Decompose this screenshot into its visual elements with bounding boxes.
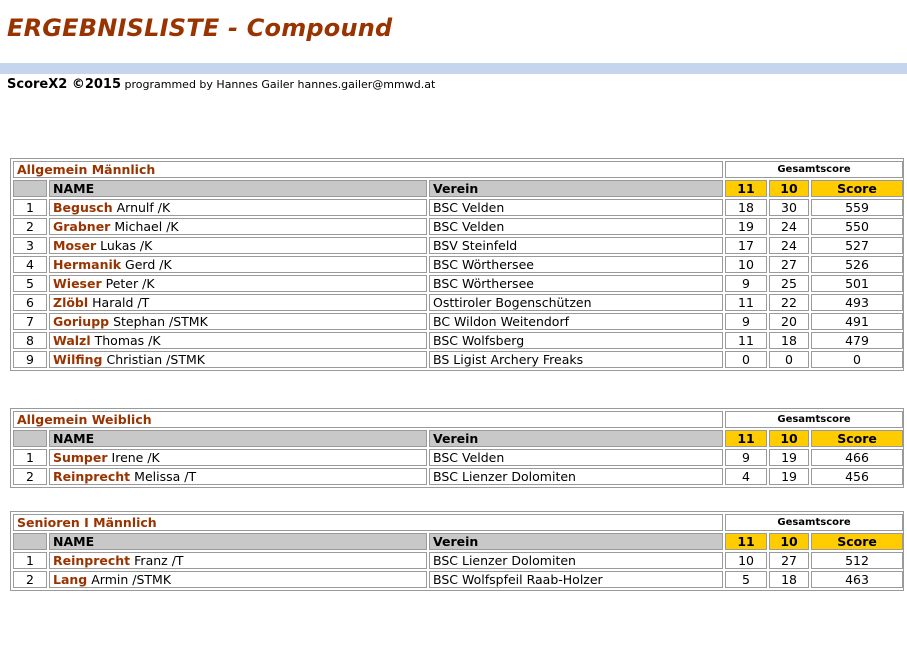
club-cell: BSC Wörthersee [429,275,723,292]
table-row [13,351,903,368]
elevens-cell: 9 [725,275,767,292]
name-header: NAME [49,430,427,447]
score-cell: 0 [811,351,903,368]
given-name: Arnulf /K [116,200,171,215]
group-title: Senioren I Männlich [13,514,723,531]
surname: Walzl [53,333,91,348]
tens-cell: 20 [769,313,809,330]
group-title-row [13,411,903,428]
given-name: Peter /K [105,276,155,291]
table-row [13,237,903,254]
club-cell: BSC Velden [429,449,723,466]
result-group [10,158,904,371]
name-cell [49,256,427,273]
tens-cell: 25 [769,275,809,292]
name-cell [49,218,427,235]
name-header: NAME [49,180,427,197]
elevens-header: 11 [725,180,767,197]
surname: Wieser [53,276,102,291]
group-title-row [13,514,903,531]
tens-cell: 27 [769,552,809,569]
tens-cell: 18 [769,571,809,588]
given-name: Thomas /K [94,333,161,348]
total-score-header: Gesamtscore [725,411,903,428]
result-group [10,511,904,591]
surname: Moser [53,238,97,253]
given-name: Michael /K [114,219,179,234]
elevens-cell: 0 [725,351,767,368]
name-cell [49,571,427,588]
column-header-row [13,533,903,550]
results-table [11,409,905,487]
results-table [11,512,905,590]
surname: Zlöbl [53,295,89,310]
rank-cell: 7 [13,313,47,330]
elevens-cell: 11 [725,332,767,349]
name-cell [49,275,427,292]
rank-cell: 1 [13,449,47,466]
rank-cell: 4 [13,256,47,273]
tens-cell: 30 [769,199,809,216]
rank-cell: 1 [13,552,47,569]
results-table [11,159,905,370]
elevens-cell: 10 [725,256,767,273]
given-name: Irene /K [111,450,160,465]
score-header: Score [811,430,903,447]
tens-cell: 24 [769,218,809,235]
page-title: ERGEBNISLISTE - Compound [7,14,393,42]
score-header: Score [811,180,903,197]
elevens-header: 11 [725,533,767,550]
name-cell [49,199,427,216]
tens-header: 10 [769,180,809,197]
score-cell: 559 [811,199,903,216]
rank-header [13,430,47,447]
score-cell: 501 [811,275,903,292]
rank-cell: 9 [13,351,47,368]
club-cell: Osttiroler Bogenschützen [429,294,723,311]
given-name: Harald /T [92,295,150,310]
tens-cell: 24 [769,237,809,254]
credits-brand: ScoreX2 ©2015 [7,77,122,92]
club-header: Verein [429,430,723,447]
given-name: Stephan /STMK [113,314,208,329]
club-cell: BSC Velden [429,199,723,216]
club-cell: BSV Steinfeld [429,237,723,254]
rank-cell: 5 [13,275,47,292]
group-title: Allgemein Weiblich [13,411,723,428]
given-name: Franz /T [134,553,184,568]
credits-line [7,77,435,92]
surname: Hermanik [53,257,122,272]
score-cell: 479 [811,332,903,349]
column-header-row [13,430,903,447]
given-name: Gerd /K [125,257,172,272]
table-row [13,275,903,292]
given-name: Armin /STMK [91,572,172,587]
rank-cell: 1 [13,199,47,216]
surname: Begusch [53,200,113,215]
name-cell [49,237,427,254]
name-cell [49,313,427,330]
surname: Reinprecht [53,553,131,568]
title-divider-bar [0,63,907,74]
table-row [13,571,903,588]
club-cell: BSC Wolfspfeil Raab-Holzer [429,571,723,588]
elevens-header: 11 [725,430,767,447]
name-cell [49,351,427,368]
tens-cell: 0 [769,351,809,368]
name-header: NAME [49,533,427,550]
column-header-row [13,180,903,197]
elevens-cell: 17 [725,237,767,254]
table-row [13,199,903,216]
club-cell: BC Wildon Weitendorf [429,313,723,330]
name-cell [49,552,427,569]
tens-header: 10 [769,533,809,550]
club-cell: BSC Wolfsberg [429,332,723,349]
surname: Wilfing [53,352,103,367]
elevens-cell: 10 [725,552,767,569]
elevens-cell: 5 [725,571,767,588]
club-header: Verein [429,180,723,197]
score-header: Score [811,533,903,550]
elevens-cell: 9 [725,313,767,330]
score-cell: 512 [811,552,903,569]
given-name: Christian /STMK [106,352,205,367]
rank-header [13,180,47,197]
club-cell: BSC Lienzer Dolomiten [429,468,723,485]
score-cell: 550 [811,218,903,235]
club-header: Verein [429,533,723,550]
name-cell [49,468,427,485]
elevens-cell: 18 [725,199,767,216]
rank-cell: 2 [13,571,47,588]
score-cell: 463 [811,571,903,588]
total-score-header: Gesamtscore [725,161,903,178]
surname: Lang [53,572,88,587]
club-cell: BSC Wörthersee [429,256,723,273]
table-row [13,313,903,330]
club-cell: BSC Velden [429,218,723,235]
credits-text: programmed by Hannes Gailer hannes.gailer@mmwd.at [124,78,436,91]
tens-cell: 27 [769,256,809,273]
name-cell [49,449,427,466]
score-cell: 526 [811,256,903,273]
given-name: Lukas /K [100,238,153,253]
table-row [13,256,903,273]
result-group [10,408,904,488]
elevens-cell: 9 [725,449,767,466]
tens-cell: 22 [769,294,809,311]
club-cell: BS Ligist Archery Freaks [429,351,723,368]
table-row [13,218,903,235]
rank-cell: 8 [13,332,47,349]
table-row [13,294,903,311]
table-row [13,332,903,349]
tens-cell: 19 [769,468,809,485]
surname: Sumper [53,450,108,465]
tens-header: 10 [769,430,809,447]
rank-cell: 2 [13,468,47,485]
name-cell [49,332,427,349]
score-cell: 527 [811,237,903,254]
group-title-row [13,161,903,178]
table-row [13,552,903,569]
score-cell: 466 [811,449,903,466]
table-row [13,468,903,485]
score-cell: 493 [811,294,903,311]
surname: Goriupp [53,314,110,329]
given-name: Melissa /T [134,469,197,484]
rank-cell: 6 [13,294,47,311]
elevens-cell: 19 [725,218,767,235]
tens-cell: 18 [769,332,809,349]
rank-cell: 3 [13,237,47,254]
surname: Reinprecht [53,469,131,484]
score-cell: 491 [811,313,903,330]
total-score-header: Gesamtscore [725,514,903,531]
club-cell: BSC Lienzer Dolomiten [429,552,723,569]
elevens-cell: 11 [725,294,767,311]
rank-header [13,533,47,550]
surname: Grabner [53,219,111,234]
name-cell [49,294,427,311]
tens-cell: 19 [769,449,809,466]
table-row [13,449,903,466]
group-title: Allgemein Männlich [13,161,723,178]
elevens-cell: 4 [725,468,767,485]
rank-cell: 2 [13,218,47,235]
score-cell: 456 [811,468,903,485]
